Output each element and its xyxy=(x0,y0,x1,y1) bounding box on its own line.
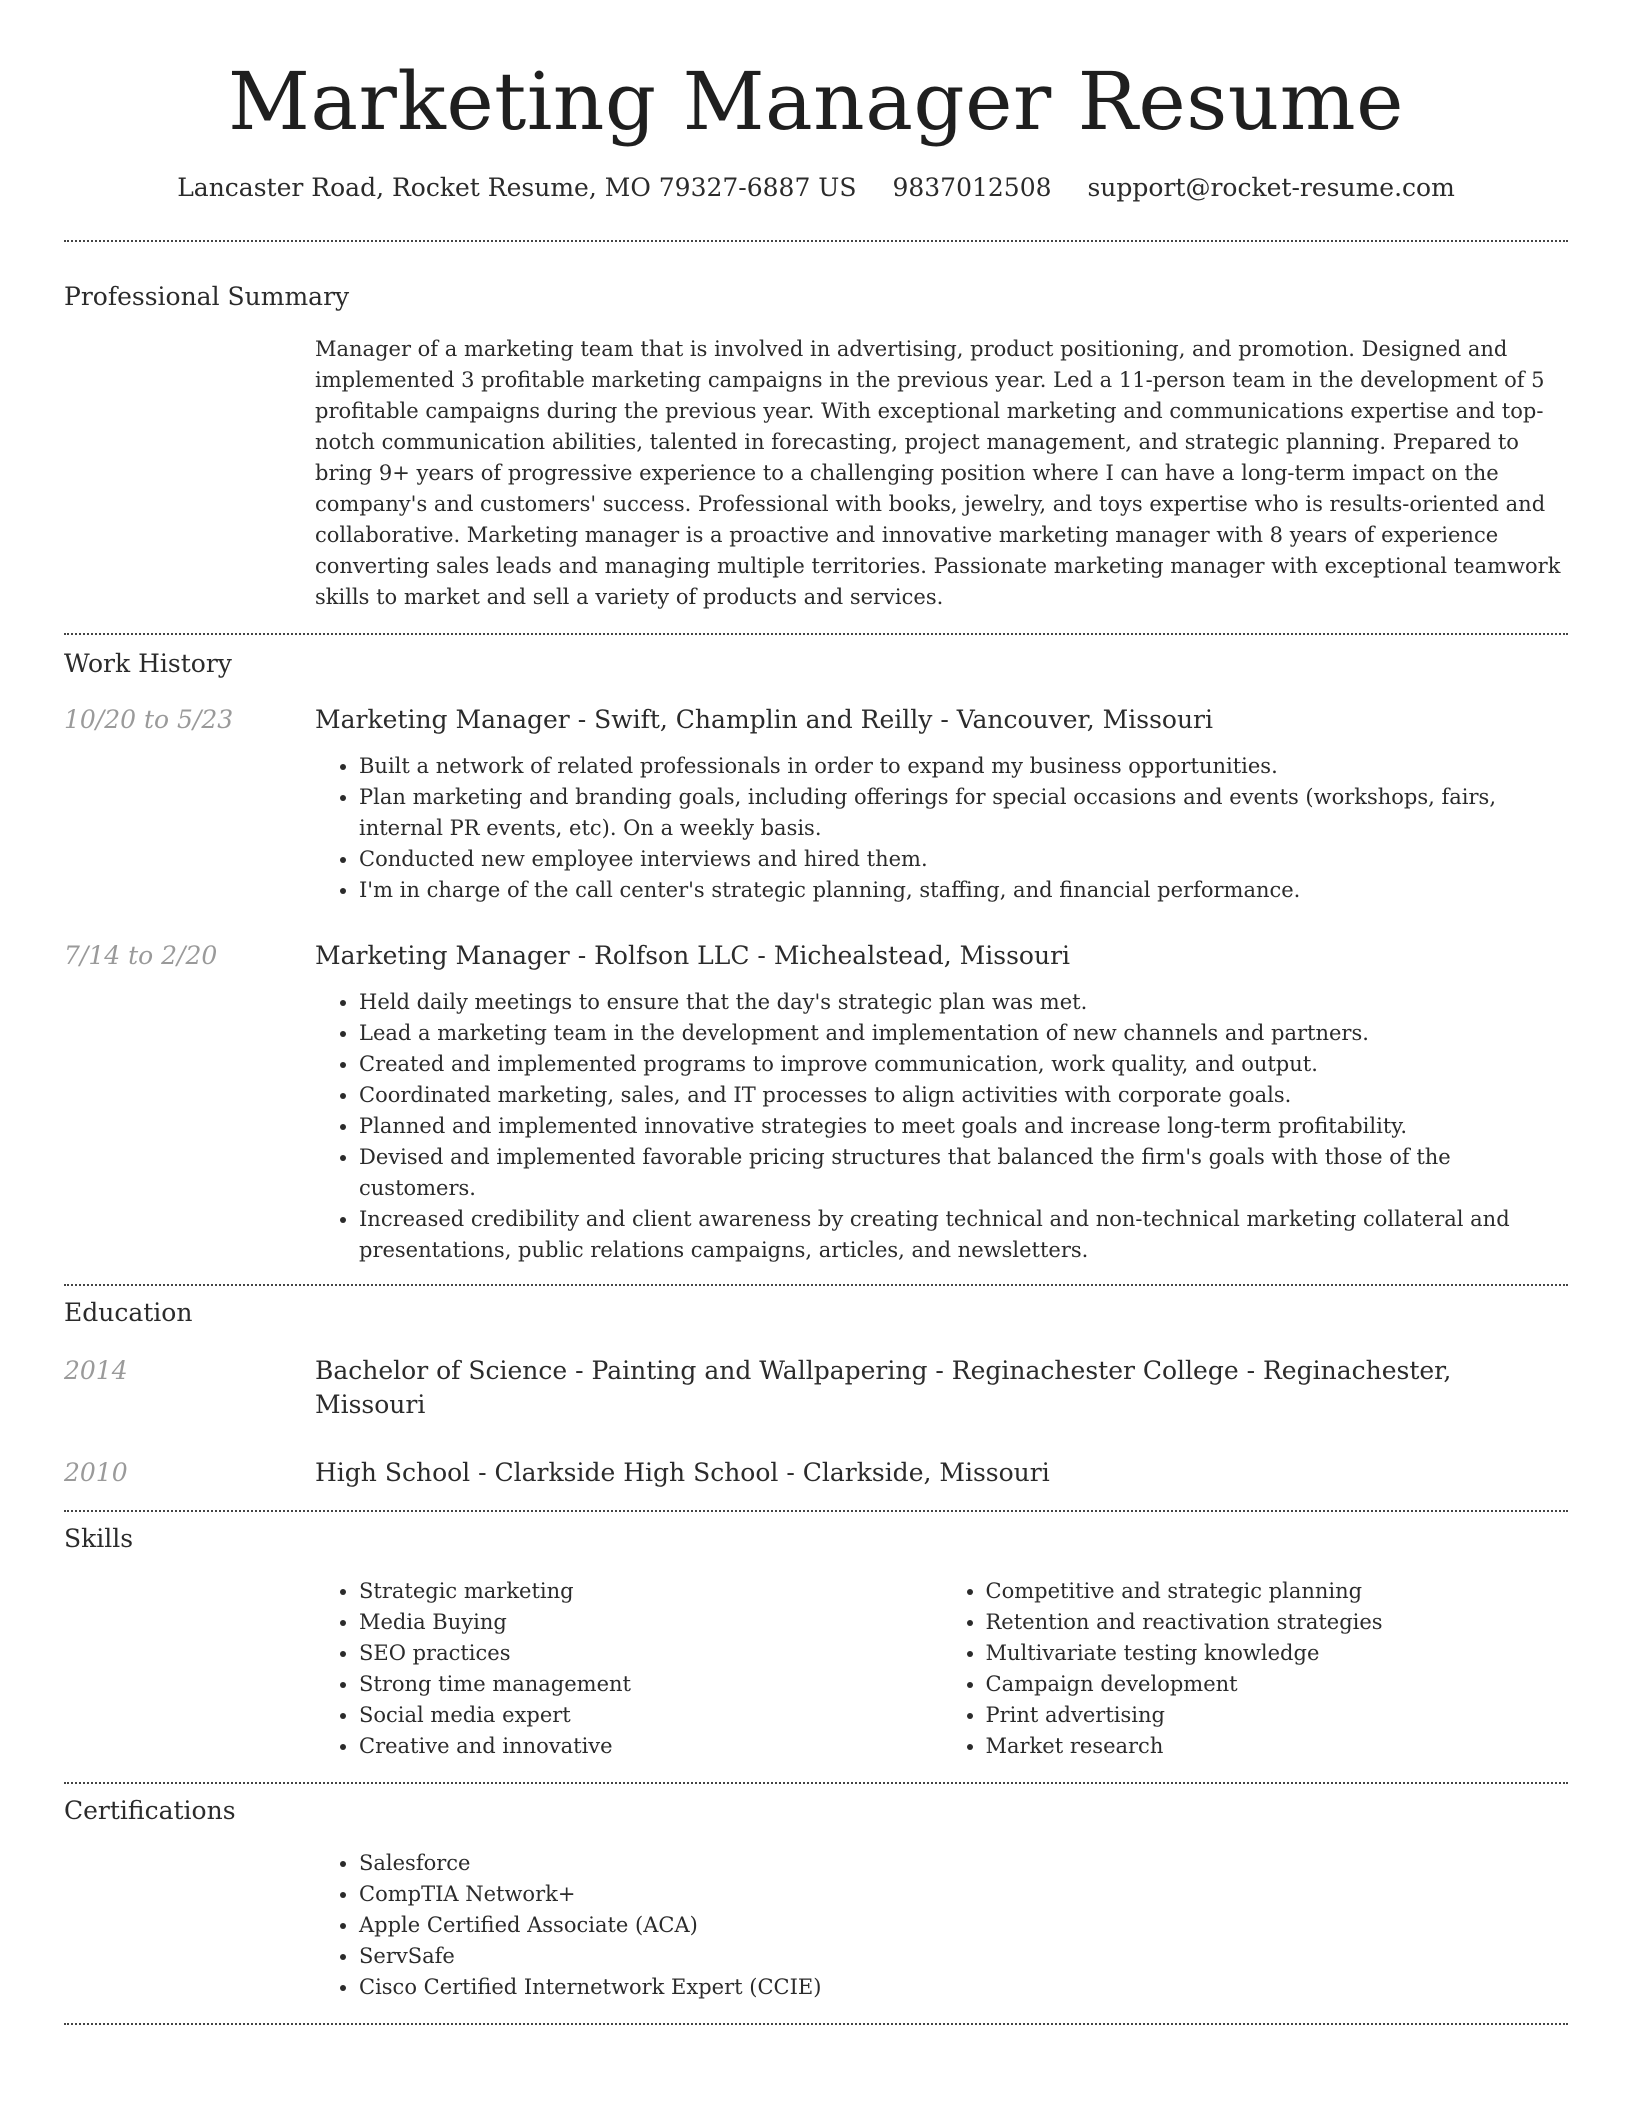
certifications-section-title: Certifications xyxy=(64,1796,236,1825)
certifications-section xyxy=(64,1784,1568,2003)
job-heading: Marketing Manager - Swift, Champlin and Reilly - Vancouver, Missouri xyxy=(315,705,1213,734)
education-section-title: Education xyxy=(64,1298,193,1327)
certification-item: • Salesforce xyxy=(359,1848,1568,1879)
job-bullet: • Conducted new employee interviews and hired them. xyxy=(359,844,1568,875)
skill-item: • Multivariate testing knowledge xyxy=(986,1638,1569,1669)
skill-item: • Media Buying xyxy=(359,1607,942,1638)
certification-item: • ServSafe xyxy=(359,1941,1568,1972)
job-bullet: • Plan marketing and branding goals, including offerings for special occasions and events (workshops, fairs, internal PR events, etc). On a weekly basis. xyxy=(359,782,1568,844)
work-history-section-title: Work History xyxy=(64,649,232,678)
job-bullet: • Built a network of related professionals in order to expand my business opportunities. xyxy=(359,751,1568,782)
skill-item: • Strategic marketing xyxy=(359,1576,942,1607)
education-year: 2010 xyxy=(64,1458,128,1487)
skill-item: • Market research xyxy=(986,1731,1569,1762)
job-dates: 7/14 to 2/20 xyxy=(64,941,218,970)
phone-text: 9837012508 xyxy=(892,173,1052,202)
job-entry xyxy=(64,703,1568,906)
job-bullet: • Coordinated marketing, sales, and IT processes to align activities with corporate goals. xyxy=(359,1080,1568,1111)
certification-item: • Cisco Certified Internetwork Expert (CCIE) xyxy=(359,1972,1568,2003)
job-entry xyxy=(64,939,1568,1266)
job-bullet: • Increased credibility and client awareness by creating technical and non-technical marketing collateral and presentations, public relations campaigns, articles, and newsletters. xyxy=(359,1204,1568,1266)
summary-section xyxy=(64,242,1568,613)
skill-item: • Campaign development xyxy=(986,1669,1569,1700)
education-heading: High School - Clarkside High School - Clarkside, Missouri xyxy=(315,1458,1050,1487)
certification-item: • CompTIA Network+ xyxy=(359,1879,1568,1910)
work-history-section xyxy=(64,635,1568,1266)
skill-item: • SEO practices xyxy=(359,1638,942,1669)
job-dates: 10/20 to 5/23 xyxy=(64,705,234,734)
email-text: support@rocket-resume.com xyxy=(1087,173,1455,202)
job-bullet: • I'm in charge of the call center's strategic planning, staffing, and financial performance. xyxy=(359,875,1568,906)
job-bullets xyxy=(315,751,1568,906)
summary-section-title: Professional Summary xyxy=(64,282,350,311)
job-heading: Marketing Manager - Rolfson LLC - Michealstead, Missouri xyxy=(315,941,1071,970)
skill-item: • Strong time management xyxy=(359,1669,942,1700)
education-entry xyxy=(64,1354,1568,1422)
summary-text: Manager of a marketing team that is involved in advertising, product positioning, and promotion. Designed and implemented 3 profitable marketing campaigns in the previous year. Led a 11-person team in the development of 5 profitable campaigns during the previous year. With exceptional marketing and communications expertise and top-notch communication abilities, talented in forecasting, project management, and strategic planning. Prepared to bring 9+ years of progressive experience to a challenging position where I can have a long-term impact on the company's and customers' success. Professional with books, jewelry, and toys expertise who is results-oriented and collaborative. Marketing manager is a proactive and innovative marketing manager with 8 years of experience converting sales leads and managing multiple territories. Passionate marketing manager with exceptional teamwork skills to market and sell a variety of products and services. xyxy=(315,337,1561,609)
job-bullet: • Created and implemented programs to improve communication, work quality, and output. xyxy=(359,1049,1568,1080)
skills-list-left xyxy=(315,1576,942,1762)
certification-item: • Apple Certified Associate (ACA) xyxy=(359,1910,1568,1941)
education-section xyxy=(64,1286,1568,1490)
skills-section xyxy=(64,1512,1568,1762)
job-bullet: • Lead a marketing team in the development and implementation of new channels and partners. xyxy=(359,1018,1568,1049)
job-bullet: • Devised and implemented favorable pricing structures that balanced the firm's goals with those of the customers. xyxy=(359,1142,1568,1204)
job-bullet: • Planned and implemented innovative strategies to meet goals and increase long-term profitability. xyxy=(359,1111,1568,1142)
education-year: 2014 xyxy=(64,1356,128,1385)
skill-item: • Print advertising xyxy=(986,1700,1569,1731)
job-bullets xyxy=(315,987,1568,1266)
education-entry xyxy=(64,1456,1568,1490)
skills-list-right xyxy=(942,1576,1569,1762)
education-heading: Bachelor of Science - Painting and Wallpapering - Reginachester College - Reginachester, Missouri xyxy=(315,1356,1452,1419)
resume-title: Marketing Manager Resume xyxy=(228,55,1404,148)
skill-item: • Competitive and strategic planning xyxy=(986,1576,1569,1607)
contact-line xyxy=(64,170,1568,206)
skills-section-title: Skills xyxy=(64,1524,134,1553)
skill-item: • Retention and reactivation strategies xyxy=(986,1607,1569,1638)
skill-item: • Social media expert xyxy=(359,1700,942,1731)
section-divider xyxy=(64,2023,1568,2025)
job-bullet: • Held daily meetings to ensure that the day's strategic plan was met. xyxy=(359,987,1568,1018)
address-text: Lancaster Road, Rocket Resume, MO 79327-6887 US xyxy=(177,173,857,202)
skill-item: • Creative and innovative xyxy=(359,1731,942,1762)
certifications-list xyxy=(315,1848,1568,2003)
